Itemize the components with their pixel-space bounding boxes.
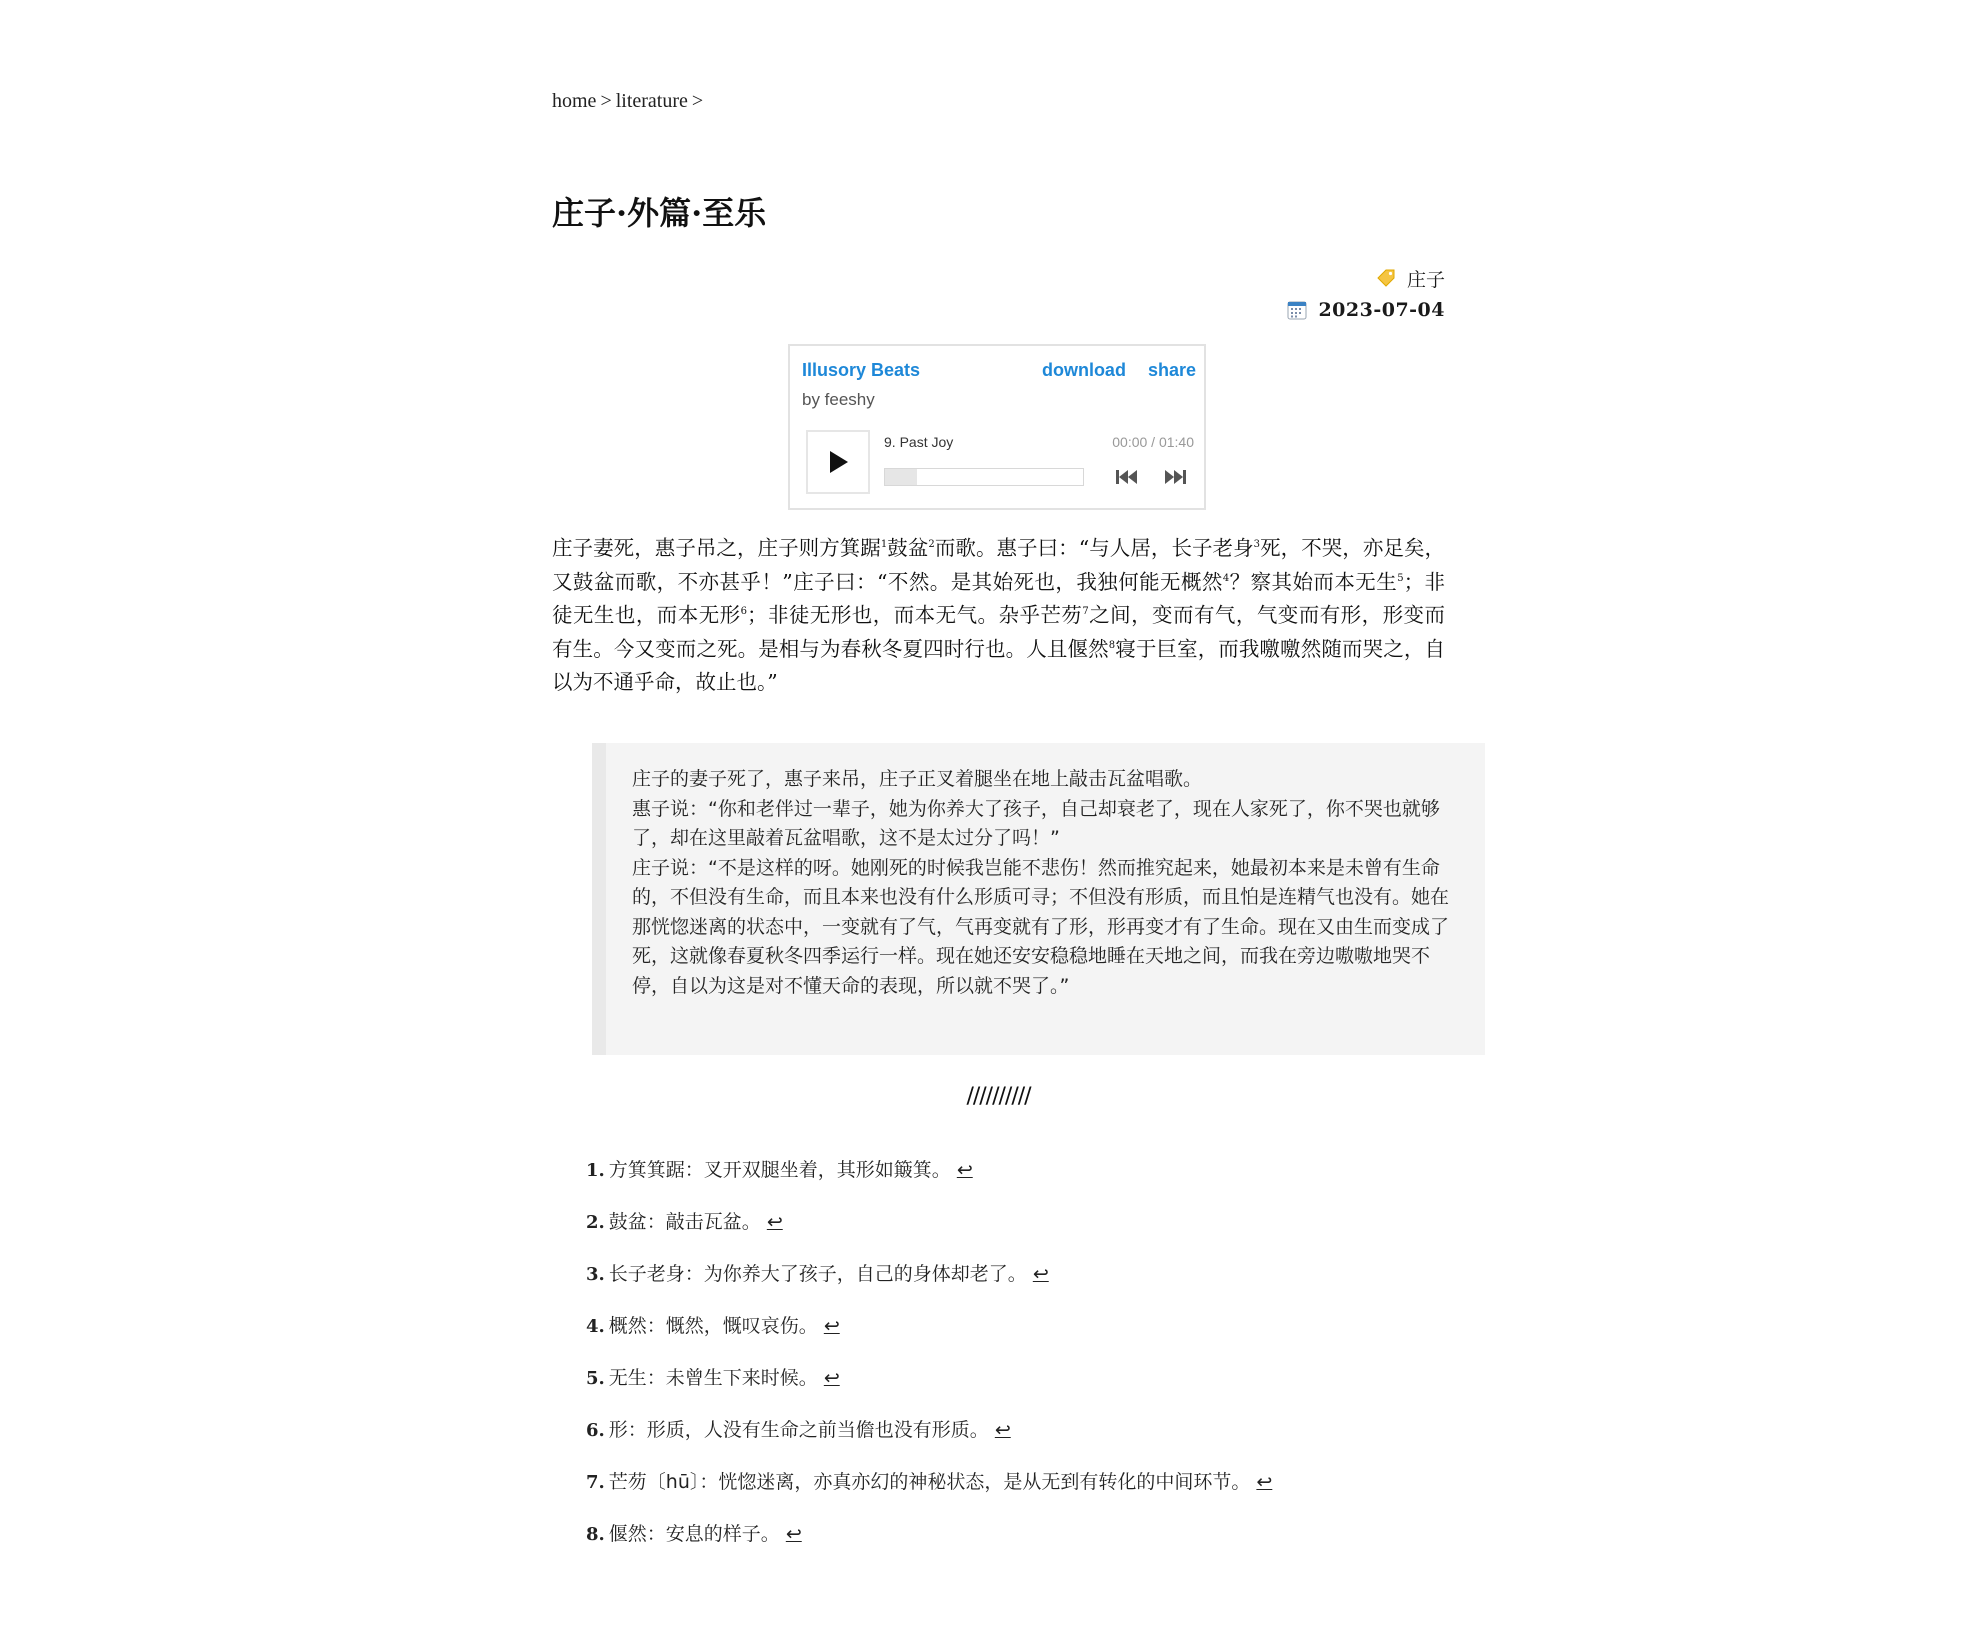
footnote-number: 6. [586,1420,605,1441]
passage-text: ？察其始而本无生 [1229,569,1398,594]
previous-track-icon[interactable] [1112,466,1142,488]
track-title: Past Joy [899,434,954,450]
passage-text: 庄子妻死，惠子吊之，庄子则方箕踞 [552,536,881,560]
footnote-item [586,1514,1272,1566]
footnote-backref-link[interactable]: ↩ [956,1159,973,1181]
footnote-ref-3[interactable]: 3 [1253,539,1261,551]
footnote-number: 7. [586,1472,605,1493]
tag-row [1286,262,1445,294]
footnote-text: 概然：慨然，慨叹哀伤。 [608,1315,818,1337]
tag-icon [1375,267,1397,289]
footnote-backref-link[interactable]: ↩ [1032,1263,1049,1285]
progress-handle[interactable] [885,469,917,485]
footnote-number: 2. [586,1212,605,1233]
track-info [884,434,953,450]
footnote-text: 方箕箕踞：叉开双腿坐着，其形如簸箕。 [608,1159,951,1181]
breadcrumb-literature-link[interactable]: literature [615,90,688,112]
footnote-backref-link[interactable]: ↩ [823,1315,840,1337]
passage-text: 寝于巨室，而我噭噭然随而哭之，自以为不通乎命，故止也。” [552,636,1446,694]
article-meta [1286,262,1445,326]
translation-blockquote [592,743,1485,1055]
passage-text: ；非徒无形也，而本无气。杂乎芒芴 [747,603,1083,627]
audio-player [788,344,1206,510]
original-passage [552,532,1445,700]
page-title: 庄子·外篇·至乐 [552,194,767,232]
breadcrumb-separator: > [691,90,704,112]
footnote-ref-1[interactable]: 1 [880,539,888,551]
footnote-item [586,1462,1272,1514]
footnote-ref-4[interactable]: 4 [1222,572,1230,584]
passage-text: 死，不哭，亦足矣，又鼓盆而歌，不亦甚乎！”庄子曰：“不然。是其始死也，我独何能无概然 [552,536,1446,594]
player-actions [1042,360,1196,381]
share-button[interactable]: share [1147,360,1196,380]
section-divider: ////////// [966,1084,1031,1109]
progress-bar[interactable] [884,468,1084,486]
footnote-number: 3. [586,1264,605,1285]
calendar-icon [1286,299,1308,321]
footnote-item [586,1306,1272,1358]
footnote-backref-link[interactable]: ↩ [823,1367,840,1389]
breadcrumb-separator: > [600,90,612,112]
footnote-item [586,1254,1272,1306]
footnote-number: 4. [586,1316,605,1337]
footnote-number: 8. [586,1524,605,1545]
footnote-ref-5[interactable]: 5 [1397,572,1404,584]
footnote-text: 鼓盆：敲击瓦盆。 [608,1211,761,1233]
album-title-link[interactable]: Illusory Beats [802,360,921,380]
passage-text: 之间，变而有气，气变而有形，形变而有生。今又变而之死。是相与为春秋冬夏四时行也。人且偃然 [552,603,1446,661]
footnote-ref-8[interactable]: 8 [1108,639,1116,651]
footnotes-list [586,1150,1272,1566]
publish-date: 2023-07-04 [1318,299,1445,321]
footnote-backref-link[interactable]: ↩ [766,1211,783,1233]
footnote-item [586,1358,1272,1410]
footnote-text: 芒芴〔hū〕：恍惚迷离，亦真亦幻的神秘状态，是从无到有转化的中间环节。 [608,1471,1251,1493]
date-row [1286,294,1445,326]
footnote-ref-6[interactable]: 6 [740,606,747,618]
passage-text: ；非徒无生也，而本无形 [552,569,1445,627]
translation-paragraph-2: 惠子说：“你和老伴过一辈子，她为你养大了孩子，自己却衰老了，现在人家死了，你不哭也就够了，却在这里敲着瓦盆唱歌，这不是太过分了吗！” [632,797,1440,849]
footnote-text: 长子老身：为你养大了孩子，自己的身体却老了。 [608,1263,1027,1285]
breadcrumb [552,90,707,113]
tag-link[interactable]: 庄子 [1406,268,1445,291]
artist-link[interactable]: by feeshy [802,390,875,409]
footnote-item [586,1150,1272,1202]
footnote-ref-2[interactable]: 2 [928,539,935,551]
download-button[interactable]: download [1041,360,1126,380]
footnote-text: 偃然：安息的样子。 [608,1523,780,1545]
footnote-number: 1. [586,1160,605,1181]
footnote-item [586,1410,1272,1462]
footnote-backref-link[interactable]: ↩ [1256,1471,1273,1493]
footnote-text: 形：形质，人没有生命之前当儋也没有形质。 [608,1419,989,1441]
passage-text: 鼓盆 [887,536,929,560]
footnote-ref-7[interactable]: 7 [1082,606,1089,618]
footnote-backref-link[interactable]: ↩ [994,1419,1011,1441]
translation-paragraph-1: 庄子的妻子死了，惠子来吊，庄子正叉着腿坐在地上敲击瓦盆唱歌。 [632,768,1203,790]
footnote-item [586,1202,1272,1254]
track-number: 9. [884,434,896,450]
next-track-icon[interactable] [1160,466,1190,488]
play-button[interactable] [806,430,870,494]
footnote-number: 5. [586,1368,605,1389]
play-icon [824,448,852,476]
breadcrumb-home-link[interactable]: home [552,90,597,112]
footnote-text: 无生：未曾生下来时候。 [608,1367,818,1389]
track-time: 00:00 / 01:40 [1112,434,1194,450]
translation-paragraph-3: 庄子说：“不是这样的呀。她刚死的时候我岂能不悲伤！然而推究起来，她最初本来是未曾有生命的，不但没有生命，而且本来也没有什么形质可寻；不但没有形质，而且怕是连精气也没有。她在那恍惚迷离的状态中，一变就有了气，气再变就有了形，形再变才有了生命。现在又由生而变成了死，这就像春夏秋冬四季运行一样。现在她还安安稳稳地睡在天地之间，而我在旁边嗷嗷地哭不停，自以为这是对不懂天命的表现，所以就不哭了。” [632,856,1450,997]
footnote-backref-link[interactable]: ↩ [785,1523,802,1545]
passage-text: 而歌。惠子曰：“与人居，长子老身 [934,536,1254,560]
